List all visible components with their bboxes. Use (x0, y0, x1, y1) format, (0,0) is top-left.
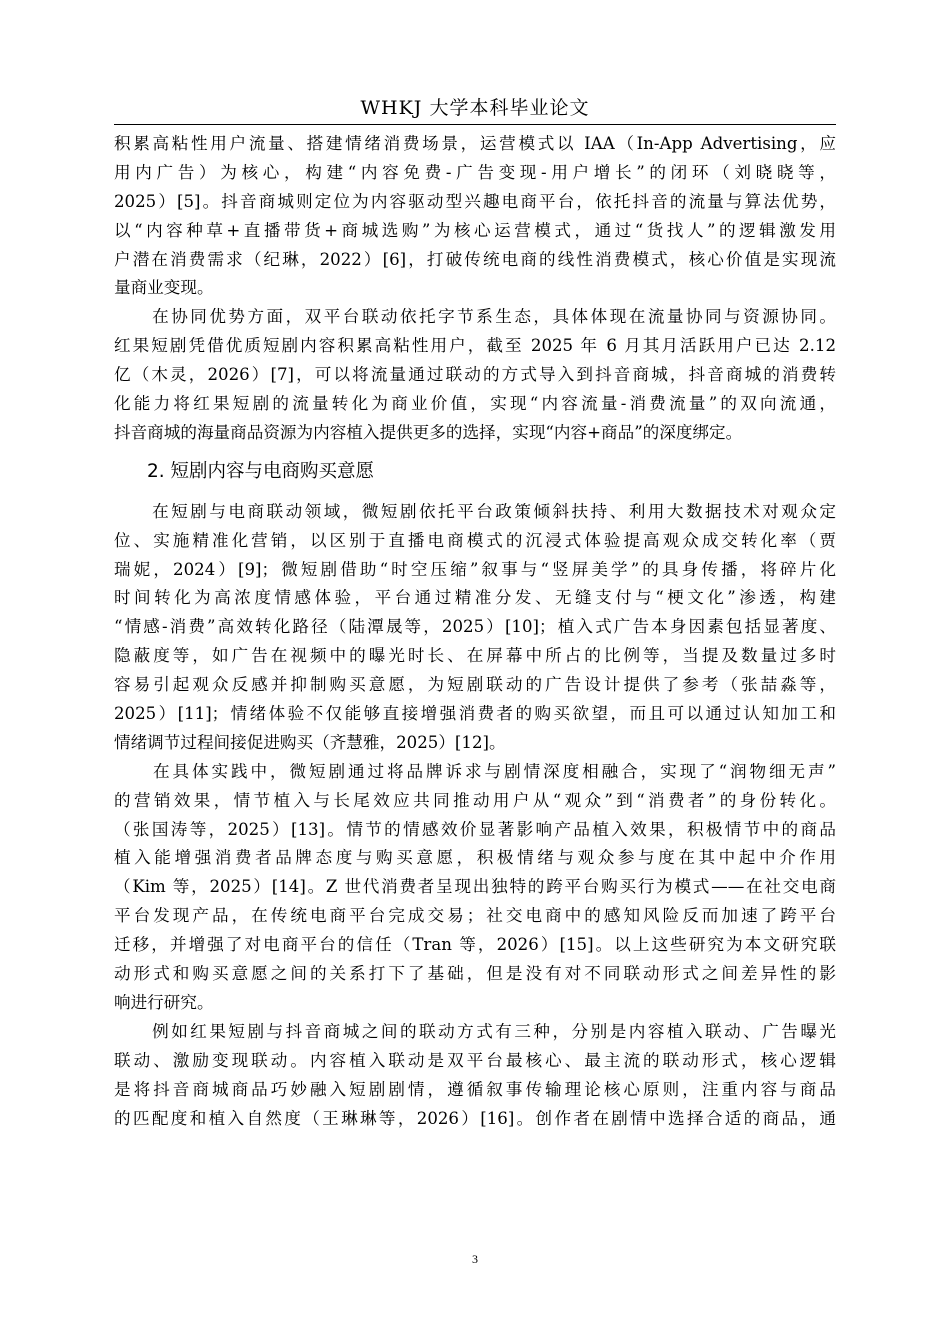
paragraph (114, 498, 836, 758)
paragraph (114, 758, 836, 1018)
text-line: 亿（木灵，2026）[7]，可以将流量通过联动的方式导入到抖音商城，抖音商城的消费转 (114, 365, 836, 385)
text-line: 隐蔽度等，如广告在视频中的曝光时长、在屏幕中所占的比例等，当提及数量过多时 (114, 646, 836, 666)
text-line: “情感-消费”高效转化路径（陆潭晟等，2025）[10]；植入式广告本身因素包括显著度、 (114, 617, 836, 637)
text-line: 红果短剧凭借优质短剧内容积累高粘性用户，截至 2025 年 6 月其月活跃用户已达 2.12 (114, 336, 836, 356)
text-line: 迁移，并增强了对电商平台的信任（Tran 等，2026）[15]。以上这些研究为本文研究联 (114, 935, 836, 955)
text-line: 平台发现产品，在传统电商平台完成交易；社交电商中的感知风险反而加速了跨平台 (114, 906, 836, 926)
text-line: 户潜在消费需求（纪琳，2022）[6]，打破传统电商的线性消费模式，核心价值是实现流 (114, 249, 836, 269)
text-line: 的营销效果，情节植入与长尾效应共同推动用户从“观众”到“消费者”的身份转化。 (114, 790, 836, 810)
text-line: （Kim 等，2025）[14]。Z 世代消费者呈现出独特的跨平台购买行为模式——在社交电商 (114, 877, 836, 897)
text-line: 在短剧与电商联动领域，微短剧依托平台政策倾斜扶持、利用大数据技术对观众定 (114, 501, 836, 521)
text-line: 量商业变现。 (114, 278, 214, 298)
text-line: 位、实施精准化营销，以区别于直播电商模式的沉浸式体验提高观众成交转化率（贾 (114, 530, 836, 550)
text-line: 是将抖音商城商品巧妙融入短剧剧情，遵循叙事传输理论核心原则，注重内容与商品 (114, 1079, 836, 1099)
text-line: 积累高粘性用户流量、搭建情绪消费场景，运营模式以 IAA（In-App Advertising，应 (114, 134, 836, 153)
text-line: 用内广告）为核心，构建“内容免费-广告变现-用户增长”的闭环（刘晓晓等， (114, 162, 836, 182)
text-line: 动形式和购买意愿之间的关系打下了基础，但是没有对不同联动形式之间差异性的影 (114, 964, 836, 984)
text-line: 响进行研究。 (114, 992, 214, 1012)
text-line: 植入能增强消费者品牌态度与购买意愿，积极情绪与观众参与度在其中起中介作用 (114, 848, 836, 868)
page-body (114, 130, 836, 1133)
text-line: 时间转化为高浓度情感体验，平台通过精准分发、无缝支付与“梗文化”渗透，构建 (114, 588, 836, 608)
text-line: 化能力将红果短剧的流量转化为商业价值，实现“内容流量-消费流量”的双向流通， (114, 394, 836, 414)
text-line: 联动、激励变现联动。内容植入联动是双平台最核心、最主流的联动形式，核心逻辑 (114, 1050, 836, 1070)
page-number: 3 (472, 1252, 478, 1266)
text-line: （张国涛等，2025）[13]。情节的情感效价显著影响产品植入效果，积极情节中的商品 (114, 819, 836, 839)
text-line: 2025）[11]；情绪体验不仅能够直接增强消费者的购买欲望，而且可以通过认知加工和 (114, 704, 836, 724)
text-line: 瑞妮，2024）[9]；微短剧借助“时空压缩”叙事与“竖屏美学”的具身传播，将碎片化 (114, 559, 836, 579)
paragraph (114, 130, 836, 303)
paragraph (114, 303, 836, 447)
text-line: 在具体实践中，微短剧通过将品牌诉求与剧情深度相融合，实现了“润物细无声” (114, 761, 836, 781)
text-line: 抖音商城的海量商品资源为内容植入提供更多的选择，实现“内容+商品”的深度绑定。 (114, 422, 743, 442)
section-heading: 2. 短剧内容与电商购买意愿 (147, 460, 375, 482)
running-header: WHKJ 大学本科毕业论文 (360, 97, 590, 119)
text-line: 以“内容种草+直播带货+商城选购”为核心运营模式，通过“货找人”的逻辑激发用 (114, 220, 836, 240)
text-line: 容易引起观众反感并抑制购买意愿，为短剧联动的广告设计提供了参考（张喆淼等， (114, 675, 836, 695)
paragraph (114, 1018, 836, 1134)
text-line: 情绪调节过程间接促进购买（齐慧雅，2025）[12]。 (114, 732, 506, 752)
text-line: 例如红果短剧与抖音商城之间的联动方式有三种，分别是内容植入联动、广告曝光 (114, 1021, 836, 1041)
text-line: 的匹配度和植入自然度（王琳琳等，2026）[16]。创作者在剧情中选择合适的商品，通 (114, 1108, 836, 1128)
header-rule (114, 124, 836, 125)
text-line: 在协同优势方面，双平台联动依托字节系生态，具体体现在流量协同与资源协同。 (114, 307, 836, 327)
text-line: 2025）[5]。抖音商城则定位为内容驱动型兴趣电商平台，依托抖音的流量与算法优势， (114, 191, 836, 211)
